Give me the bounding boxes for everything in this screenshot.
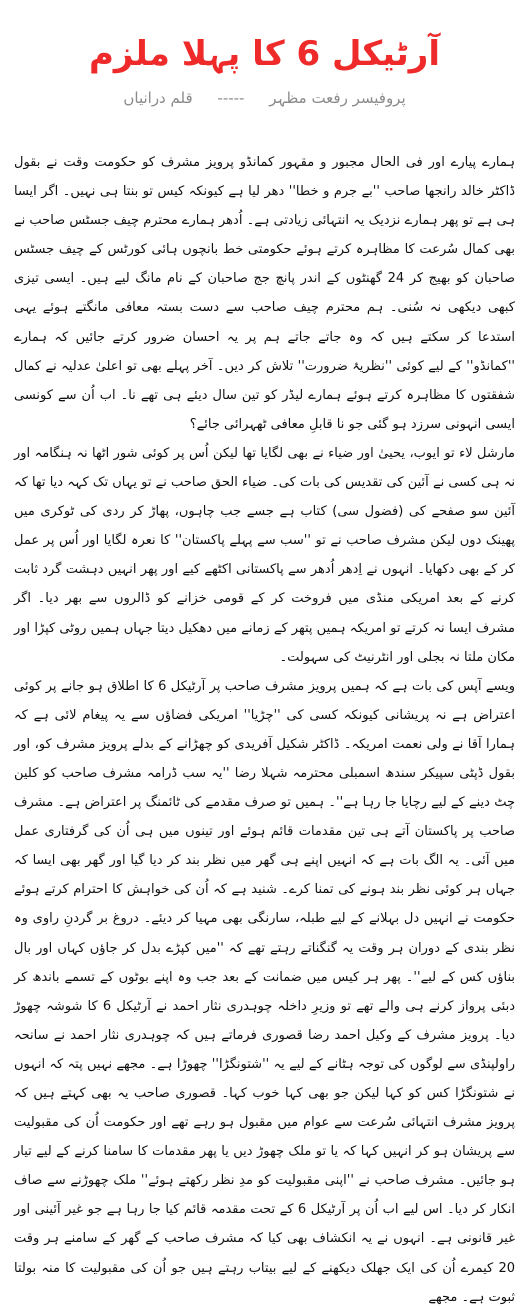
article-body <box>14 148 515 1312</box>
byline <box>14 86 515 110</box>
author-name: پروفیسر رفعت مظہر <box>269 89 406 107</box>
article-title: آرٹیکل 6 کا پہلا ملزم <box>88 34 441 74</box>
paragraph: ویسے آپس کی بات ہے کہ ہمیں پرویز مشرف صاحب پر آرٹیکل 6 کا اطلاق ہو جانے پر کوئی اعتراض ہے نہ پریشانی کیونکہ کسی کی ''چڑیا'' امریکی فضاؤں سے یہ پیغام لائی ہے کہ ہمارا آقا نے ولی نعمت امریکہ۔ ڈاکٹر شکیل آفریدی کو چھڑانے کے بدلے پرویز مشرف کو، اور بقول ڈپٹی سپیکر سندھ اسمبلی محترمہ شہلا رضا ''یہ سب ڈرامہ مشرف صاحب کو کلین چٹ دینے کے لیے رچایا جا رہا ہے''۔ ہمیں تو صرف مقدمے کی ٹائمنگ پر اعتراض ہے۔ مشرف صاحب پر پاکستان آتے ہی تین مقدمات قائم ہوئے اور تینوں میں ہی اُن کی گرفتاری عمل میں آئی۔ یہ الگ بات ہے کہ انہیں اپنے ہی گھر میں نظر بند کر دیا گیا اور گھر بھی ایسا کہ جہاں ہر کوئی نظر بند ہونے کی تمنا کرے۔ شنید ہے کہ اُن کی خواہش کا احترام کرتے ہوئے حکومت نے انہیں دل بہلانے کے لیے طبلہ، سارنگی بھی مہیا کر دیئے۔ دروغ بر گردنِ راوی وہ نظر بندی کے دوران ہر وقت یہ گنگناتے رہتے تھے کہ ''میں کپڑے بدل کر جاؤں کہاں اور بال بناؤں کس کے لیے''۔ پھر ہر کیس میں ضمانت کے بعد جب وہ اپنے بوٹوں کے تسمے باندھ کر دبئی پرواز کرنے ہی والے تھے تو وزیرِ داخلہ چوہدری نثار احمد نے آرٹیکل 6 کا شوشہ چھوڑ دیا۔ پرویز مشرف کے وکیل احمد رضا قصوری فرماتے ہیں کہ چوہدری نثار احمد نے سانحہ راولپنڈی سے لوگوں کی توجہ ہٹانے کے لیے یہ ''شتونگڑا'' چھوڑا ہے۔ مجھے نہیں پتہ کہ انہوں نے شتونگڑا کس کو کہا لیکن جو بھی کہا خوب کہا۔ قصوری صاحب یہ بھی کہتے ہیں کہ پرویز مشرف انتہائی سُرعت سے عوام میں مقبول ہو رہے تھے اور حکومت اُن کی مقبولیت سے پریشان ہو کر انہیں کہا کہ یا تو ملک چھوڑ دیں یا پھر مقدمات کا سامنا کرنے کے لیے تیار ہو جائیں۔ مشرف صاحب نے ''اپنی مقبولیت کو مدِ نظر رکھتے ہوئے'' ملک چھوڑنے سے صاف انکار کر دیا۔ اس لیے اب اُن پر آرٹیکل 6 کے تحت مقدمہ قائم کیا جا رہا ہے جو غیر آئینی اور غیر قانونی ہے۔ انہوں نے یہ انکشاف بھی کیا کہ مشرف صاحب کے گھر کے سامنے ہر وقت 20 کیمرے اُن کی ایک جھلک دیکھنے کے لیے بیتاب رہتے ہیں جو اُن کی مقبولیت کا منہ بولتا ثبوت ہے۔ مجھے <box>14 678 516 1305</box>
column-name: قلم درانیاں <box>123 89 193 107</box>
paragraph: ہمارے پیارے اور فی الحال مجبور و مقہور کمانڈو پرویز مشرف کو حکومت وقت نے بقول ڈاکٹر خالد رانجھا صاحب ''بے جرم و خطا'' دھر لیا ہے کیونکہ کیس تو بنتا ہی نہیں۔ اگر ایسا ہی ہے تو پھر ہمارے نزدیک یہ انتہائی زیادتی ہے۔ اُدھر ہمارے محترم چیف جسٹس صاحب نے بھی کمال سُرعت کا مظاہرہ کرتے ہوئے حکومتی خط بانچوں ہائی کورٹس کے چیف جسٹس صاحبان کو بھیج کر 24 گھنٹوں کے اندر پانچ جج صاحبان کے نام مانگ لیے ہیں۔ ایسی تیزی کبھی دیکھی نہ سُنی۔ ہم محترم چیف صاحب سے دست بستہ معافی مانگتے ہوئے یہی استدعا کر سکتے ہیں کہ وہ جاتے جاتے ہم پر یہ احسان ضرور کرتے جائیں کہ ہمارے ''کمانڈو'' کے لیے کوئی ''نظریۂ ضرورت'' تلاش کر دیں۔ آخر پہلے بھی تو اعلیٰ عدلیہ نے کمال شفقتوں کا مظاہرہ کرتے ہوئے ہمارے لیڈر کو تین سال دیئے ہی تھے نا۔ اب اُن سے کونسی ایسی انہونی سرزد ہو گئی جو نا قابلِ معافی ٹھہرائی جائے؟ <box>14 155 515 432</box>
paragraph: مارشل لاء تو ایوب، یحییٰ اور ضیاء نے بھی لگایا تھا لیکن اُس پر کوئی شور اٹھا نہ ہنگامہ اور نہ ہی کسی نے آئین کی تقدیس کی بات کی۔ ضیاء الحق صاحب نے تو یہاں تک کہہ دیا تھا کہ آئین سو صفحے کی (فضول سی) کتاب ہے جسے جب چاہوں، پھاڑ کر ردی کی ٹوکری میں پھینک دوں لیکن مشرف صاحب نے تو ''سب سے پہلے پاکستان'' کا نعرہ لگایا اور اُس پر عمل کر کے بھی دکھایا۔ انہوں نے اِدھر اُدھر سے پاکستانی اکٹھے کیے اور پھر انہیں دہشت گرد ثابت کرنے کے بعد امریکی منڈی میں فروخت کر کے قومی خزانے کو ڈالروں سے بھر دیا۔ اگر مشرف ایسا نہ کرتے تو امریکہ ہمیں پتھر کے زمانے میں دھکیل دیتا جہاں ہمیں روٹی کپڑا اور مکان ملتا نہ بجلی اور انٹرنیٹ کی سہولت۔ <box>14 445 515 665</box>
byline-separator: ----- <box>217 89 245 107</box>
